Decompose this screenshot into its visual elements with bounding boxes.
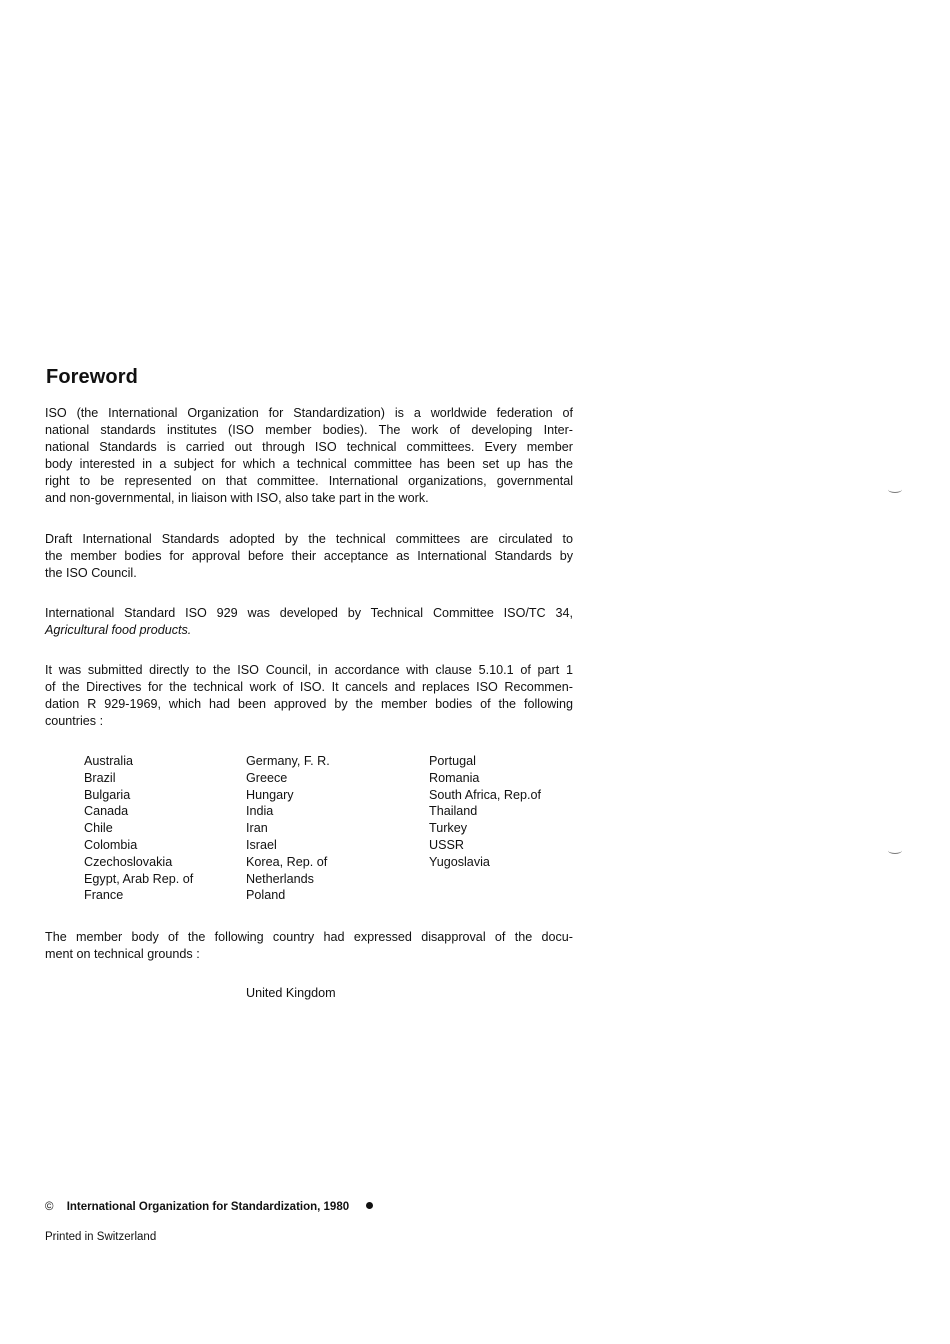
committee-title: Agricultural food products.	[45, 623, 192, 637]
printed-location: Printed in Switzerland	[45, 1231, 157, 1243]
countries-column-2	[246, 753, 330, 904]
countries-column-1	[84, 753, 193, 904]
country-item: Chile	[84, 821, 113, 836]
paragraph-draft-standards	[45, 531, 573, 582]
country-item: Brazil	[84, 770, 116, 785]
country-item: Korea, Rep. of	[246, 854, 328, 869]
scan-mark-icon	[888, 847, 902, 854]
country-item: Colombia	[84, 837, 138, 852]
country-item: Czechoslovakia	[84, 854, 173, 869]
text-line: International Standard ISO 929 was developed by Technical Committee ISO/TC 34,	[45, 606, 573, 620]
text-line: the member bodies for approval before their acceptance as International Standards by	[45, 549, 573, 563]
country-item: Canada	[84, 804, 129, 819]
country-item: India	[246, 804, 274, 819]
text-line: right to be represented on that committee. International organizations, governmental	[45, 474, 573, 488]
scan-mark-icon	[888, 486, 902, 493]
disapproving-country: United Kingdom	[246, 986, 336, 1000]
text-line: of the Directives for the technical work of ISO. It cancels and replaces ISO Recommen-	[45, 680, 573, 694]
country-item: Iran	[246, 821, 268, 836]
country-item: Hungary	[246, 787, 294, 802]
country-item: Egypt, Arab Rep. of	[84, 871, 194, 886]
text-line: body interested in a subject for which a technical committee has been set up has the	[45, 457, 573, 471]
paragraph-disapproval	[45, 929, 573, 963]
country-item: Romania	[429, 770, 480, 785]
country-item: Portugal	[429, 754, 476, 768]
text-line: The member body of the following country had expressed disapproval of the docu-	[45, 930, 573, 944]
country-item: France	[84, 888, 124, 903]
country-item: USSR	[429, 837, 464, 852]
text-line: national Standards is carried out through ISO technical committees. Every member	[45, 440, 573, 454]
text-line: the ISO Council.	[45, 566, 137, 580]
paragraph-submission	[45, 662, 573, 730]
copyright-icon: ©	[45, 1201, 54, 1213]
country-item: Israel	[246, 837, 277, 852]
text-line: countries :	[45, 714, 104, 728]
country-item: Australia	[84, 754, 133, 768]
country-item: Greece	[246, 770, 288, 785]
countries-column-3	[429, 753, 541, 871]
text-line: dation R 929-1969, which had been approved by the member bodies of the following	[45, 697, 573, 711]
paragraph-standard-origin	[45, 605, 573, 639]
page-title: Foreword	[46, 366, 138, 388]
copyright-text: International Organization for Standardization, 1980	[66, 1201, 350, 1213]
text-line: It was submitted directly to the ISO Council, in accordance with clause 5.10.1 of part 1	[45, 663, 573, 677]
text-line: national standards institutes (ISO member bodies). The work of developing Inter-	[45, 423, 573, 437]
bullet-dot-icon	[366, 1202, 373, 1209]
country-item: Germany, F. R.	[246, 754, 330, 768]
country-item: Yugoslavia	[429, 854, 490, 869]
text-line: ment on technical grounds :	[45, 947, 200, 961]
text-line: and non-governmental, in liaison with ISO, also take part in the work.	[45, 491, 429, 505]
country-item: South Africa, Rep.of	[429, 787, 542, 802]
country-item: Poland	[246, 888, 286, 903]
country-item: Turkey	[429, 821, 468, 836]
copyright-line	[45, 1201, 373, 1213]
country-item: Netherlands	[246, 871, 314, 886]
text-line: ISO (the International Organization for Standardization) is a worldwide federation of	[45, 406, 573, 420]
country-item: Bulgaria	[84, 787, 131, 802]
country-item: Thailand	[429, 804, 478, 819]
paragraph-iso-intro	[45, 405, 573, 507]
text-line: Draft International Standards adopted by the technical committees are circulated to	[45, 532, 573, 546]
